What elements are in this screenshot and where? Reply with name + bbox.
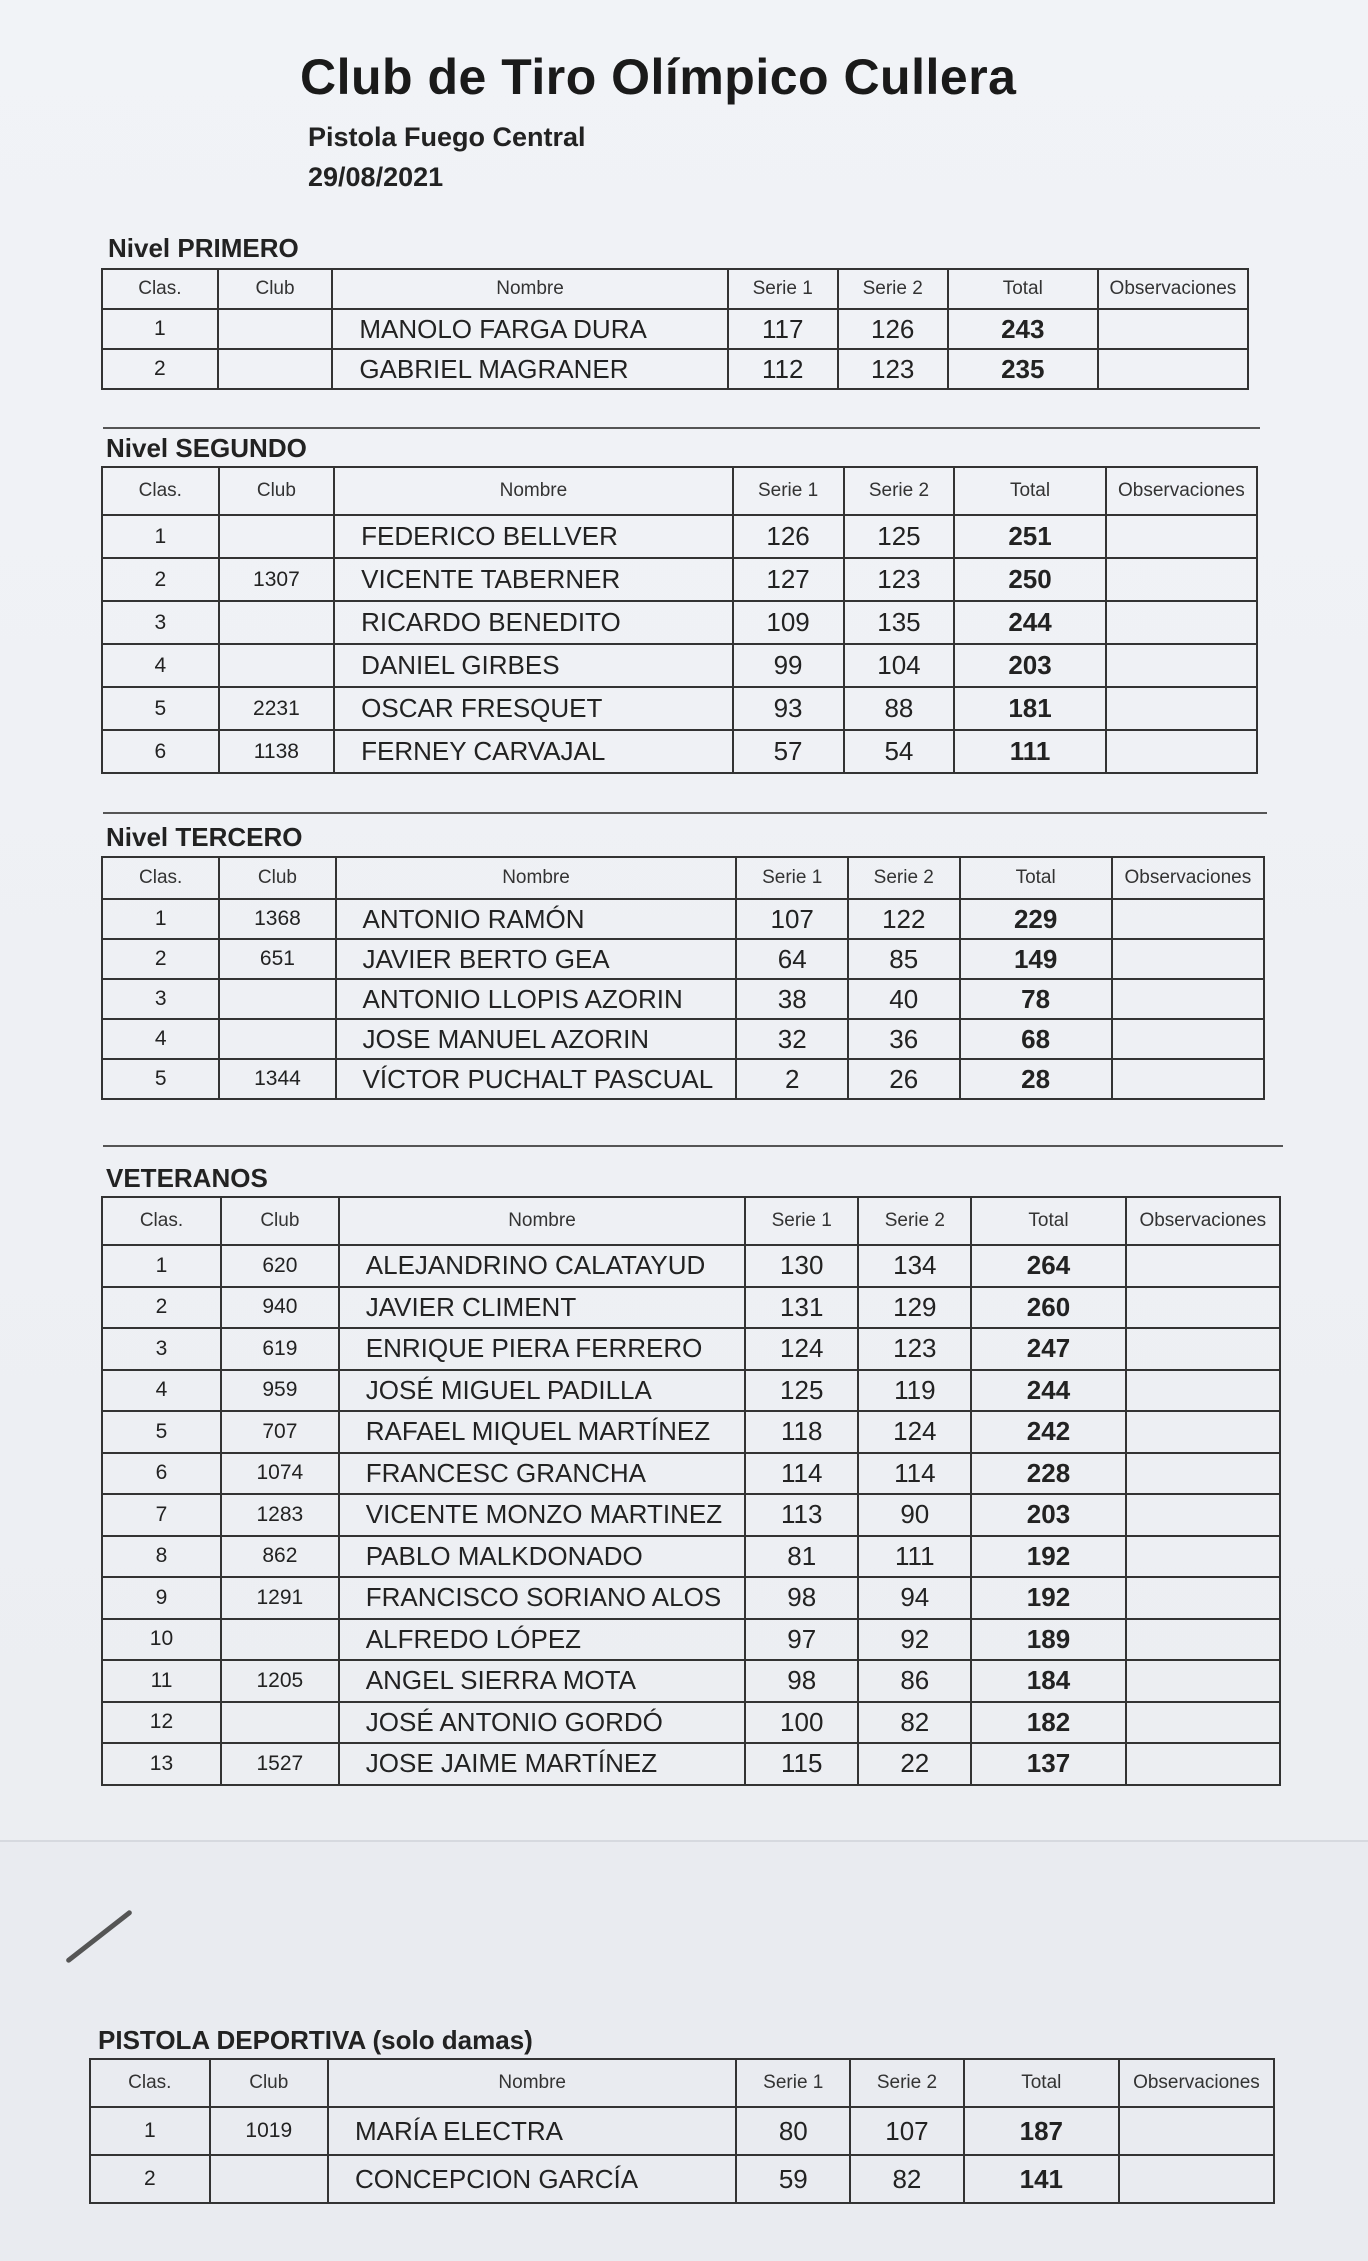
results-table bbox=[101, 268, 1249, 390]
col-total-cell: 242 bbox=[971, 1411, 1125, 1453]
col-serie2-header: Serie 2 bbox=[858, 1197, 971, 1245]
col-club-cell: 1307 bbox=[219, 558, 335, 601]
col-club-cell bbox=[219, 601, 335, 644]
col-serie2-cell: 40 bbox=[848, 979, 960, 1019]
col-nombre-cell: ANTONIO RAMÓN bbox=[336, 899, 737, 939]
col-club-cell: 619 bbox=[221, 1328, 339, 1370]
col-serie2-cell: 94 bbox=[858, 1577, 971, 1619]
table-row bbox=[102, 1370, 1280, 1412]
col-observaciones-cell bbox=[1126, 1328, 1280, 1370]
col-nombre-cell: JOSÉ ANTONIO GORDÓ bbox=[339, 1702, 745, 1744]
col-club-cell: 1527 bbox=[221, 1743, 339, 1785]
col-total-cell: 235 bbox=[948, 349, 1098, 389]
section-divider bbox=[103, 1145, 1283, 1147]
col-clas-header: Clas. bbox=[102, 269, 218, 309]
col-serie1-cell: 59 bbox=[736, 2155, 850, 2203]
col-nombre-cell: MARÍA ELECTRA bbox=[328, 2107, 736, 2155]
col-serie2-cell: 36 bbox=[848, 1019, 960, 1059]
col-serie2-cell: 54 bbox=[844, 730, 955, 773]
col-nombre-cell: ANGEL SIERRA MOTA bbox=[339, 1660, 745, 1702]
col-nombre-cell: ALFREDO LÓPEZ bbox=[339, 1619, 745, 1661]
col-observaciones-cell bbox=[1112, 1019, 1264, 1059]
col-club-cell bbox=[219, 1019, 335, 1059]
col-clas-cell: 2 bbox=[90, 2155, 210, 2203]
col-nombre-header: Nombre bbox=[336, 857, 737, 899]
col-total-cell: 244 bbox=[971, 1370, 1125, 1412]
col-total-cell: 28 bbox=[960, 1059, 1112, 1099]
col-observaciones-cell bbox=[1119, 2155, 1274, 2203]
col-nombre-cell: ALEJANDRINO CALATAYUD bbox=[339, 1245, 745, 1287]
col-club-cell: 959 bbox=[221, 1370, 339, 1412]
col-serie2-cell: 122 bbox=[848, 899, 960, 939]
col-observaciones-cell bbox=[1126, 1287, 1280, 1329]
results-table bbox=[101, 856, 1265, 1100]
col-clas-cell: 9 bbox=[102, 1577, 221, 1619]
col-club-cell: 1074 bbox=[221, 1453, 339, 1495]
col-nombre-cell: ANTONIO LLOPIS AZORIN bbox=[336, 979, 737, 1019]
col-club-cell: 1138 bbox=[219, 730, 335, 773]
col-nombre-cell: JOSÉ MIGUEL PADILLA bbox=[339, 1370, 745, 1412]
col-clas-cell: 6 bbox=[102, 1453, 221, 1495]
col-total-header: Total bbox=[954, 467, 1105, 515]
col-total-cell: 260 bbox=[971, 1287, 1125, 1329]
col-nombre-cell: JAVIER CLIMENT bbox=[339, 1287, 745, 1329]
col-serie1-cell: 64 bbox=[736, 939, 848, 979]
col-observaciones-cell bbox=[1106, 558, 1257, 601]
col-serie2-header: Serie 2 bbox=[848, 857, 960, 899]
table-row bbox=[102, 1577, 1280, 1619]
col-observaciones-cell bbox=[1126, 1411, 1280, 1453]
results-table bbox=[89, 2058, 1275, 2204]
table-row bbox=[102, 1494, 1280, 1536]
col-serie1-cell: 124 bbox=[745, 1328, 858, 1370]
col-total-cell: 181 bbox=[954, 687, 1105, 730]
col-serie1-cell: 107 bbox=[736, 899, 848, 939]
col-serie1-cell: 131 bbox=[745, 1287, 858, 1329]
col-serie1-header: Serie 1 bbox=[736, 857, 848, 899]
col-total-cell: 229 bbox=[960, 899, 1112, 939]
col-club-cell bbox=[219, 979, 335, 1019]
table-row bbox=[102, 979, 1264, 1019]
col-clas-cell: 12 bbox=[102, 1702, 221, 1744]
page-subtitle: Pistola Fuego Central bbox=[308, 122, 586, 152]
col-serie2-cell: 124 bbox=[858, 1411, 971, 1453]
col-observaciones-cell bbox=[1106, 601, 1257, 644]
col-club-cell bbox=[210, 2155, 328, 2203]
table-row bbox=[102, 1411, 1280, 1453]
col-serie2-cell: 90 bbox=[858, 1494, 971, 1536]
table-row bbox=[102, 601, 1257, 644]
col-observaciones-cell bbox=[1126, 1577, 1280, 1619]
col-club-cell bbox=[218, 309, 333, 349]
col-serie1-cell: 112 bbox=[728, 349, 838, 389]
col-total-cell: 203 bbox=[971, 1494, 1125, 1536]
col-club-header: Club bbox=[219, 857, 335, 899]
table-row bbox=[90, 2155, 1274, 2203]
col-serie1-header: Serie 1 bbox=[736, 2059, 850, 2107]
table-header-row bbox=[102, 1197, 1280, 1245]
col-nombre-cell: JOSE MANUEL AZORIN bbox=[336, 1019, 737, 1059]
col-total-header: Total bbox=[960, 857, 1112, 899]
col-club-cell: 862 bbox=[221, 1536, 339, 1578]
table-row bbox=[102, 558, 1257, 601]
col-club-cell: 940 bbox=[221, 1287, 339, 1329]
col-club-header: Club bbox=[218, 269, 333, 309]
col-clas-cell: 3 bbox=[102, 601, 219, 644]
col-serie2-cell: 123 bbox=[838, 349, 948, 389]
col-club-header: Club bbox=[210, 2059, 328, 2107]
col-observaciones-cell bbox=[1112, 979, 1264, 1019]
col-nombre-cell: VÍCTOR PUCHALT PASCUAL bbox=[336, 1059, 737, 1099]
col-total-cell: 187 bbox=[964, 2107, 1119, 2155]
table-row bbox=[102, 1702, 1280, 1744]
col-serie2-header: Serie 2 bbox=[850, 2059, 964, 2107]
col-serie1-header: Serie 1 bbox=[745, 1197, 858, 1245]
col-observaciones-header: Observaciones bbox=[1106, 467, 1257, 515]
col-clas-cell: 2 bbox=[102, 349, 218, 389]
col-observaciones-cell bbox=[1106, 730, 1257, 773]
col-serie1-cell: 97 bbox=[745, 1619, 858, 1661]
col-observaciones-cell bbox=[1112, 1059, 1264, 1099]
col-observaciones-header: Observaciones bbox=[1126, 1197, 1280, 1245]
col-nombre-cell: PABLO MALKDONADO bbox=[339, 1536, 745, 1578]
col-total-cell: 250 bbox=[954, 558, 1105, 601]
col-serie2-cell: 88 bbox=[844, 687, 955, 730]
col-serie1-cell: 93 bbox=[733, 687, 844, 730]
col-serie2-cell: 22 bbox=[858, 1743, 971, 1785]
col-clas-cell: 1 bbox=[102, 515, 219, 558]
col-observaciones-header: Observaciones bbox=[1098, 269, 1248, 309]
col-clas-cell: 11 bbox=[102, 1660, 221, 1702]
col-clas-cell: 2 bbox=[102, 558, 219, 601]
col-observaciones-cell bbox=[1126, 1743, 1280, 1785]
table-row bbox=[102, 515, 1257, 558]
col-nombre-cell: RAFAEL MIQUEL MARTÍNEZ bbox=[339, 1411, 745, 1453]
col-serie1-cell: 99 bbox=[733, 644, 844, 687]
col-clas-cell: 13 bbox=[102, 1743, 221, 1785]
col-club-cell: 1291 bbox=[221, 1577, 339, 1619]
col-total-cell: 189 bbox=[971, 1619, 1125, 1661]
col-serie2-cell: 82 bbox=[858, 1702, 971, 1744]
col-serie2-cell: 119 bbox=[858, 1370, 971, 1412]
col-clas-cell: 4 bbox=[102, 1019, 219, 1059]
col-nombre-cell: FERNEY CARVAJAL bbox=[334, 730, 732, 773]
col-observaciones-cell bbox=[1098, 309, 1248, 349]
results-table bbox=[101, 1196, 1281, 1786]
col-club-cell: 651 bbox=[219, 939, 335, 979]
col-nombre-cell: RICARDO BENEDITO bbox=[334, 601, 732, 644]
table-row bbox=[102, 939, 1264, 979]
col-serie2-header: Serie 2 bbox=[838, 269, 948, 309]
col-serie2-cell: 114 bbox=[858, 1453, 971, 1495]
col-nombre-header: Nombre bbox=[332, 269, 727, 309]
col-observaciones-header: Observaciones bbox=[1119, 2059, 1274, 2107]
col-nombre-cell: JOSE JAIME MARTÍNEZ bbox=[339, 1743, 745, 1785]
table-row bbox=[102, 644, 1257, 687]
col-total-header: Total bbox=[948, 269, 1098, 309]
col-serie1-cell: 113 bbox=[745, 1494, 858, 1536]
section-divider bbox=[103, 427, 1260, 429]
table-header-row bbox=[90, 2059, 1274, 2107]
col-observaciones-cell bbox=[1126, 1702, 1280, 1744]
col-total-cell: 192 bbox=[971, 1577, 1125, 1619]
section-title: VETERANOS bbox=[106, 1163, 268, 1193]
table-row bbox=[102, 687, 1257, 730]
col-clas-cell: 2 bbox=[102, 939, 219, 979]
col-total-cell: 228 bbox=[971, 1453, 1125, 1495]
col-serie1-cell: 126 bbox=[733, 515, 844, 558]
col-observaciones-cell bbox=[1126, 1619, 1280, 1661]
col-total-cell: 243 bbox=[948, 309, 1098, 349]
col-clas-cell: 7 bbox=[102, 1494, 221, 1536]
col-total-cell: 68 bbox=[960, 1019, 1112, 1059]
col-serie1-cell: 125 bbox=[745, 1370, 858, 1412]
col-clas-header: Clas. bbox=[102, 857, 219, 899]
col-clas-cell: 1 bbox=[90, 2107, 210, 2155]
table-row bbox=[102, 1536, 1280, 1578]
col-serie1-cell: 38 bbox=[736, 979, 848, 1019]
table-row bbox=[102, 1287, 1280, 1329]
col-observaciones-cell bbox=[1126, 1245, 1280, 1287]
col-serie1-cell: 100 bbox=[745, 1702, 858, 1744]
table-row bbox=[102, 1019, 1264, 1059]
col-serie1-cell: 114 bbox=[745, 1453, 858, 1495]
col-clas-cell: 5 bbox=[102, 1411, 221, 1453]
results-table bbox=[101, 466, 1258, 774]
col-serie2-cell: 134 bbox=[858, 1245, 971, 1287]
col-serie1-cell: 98 bbox=[745, 1660, 858, 1702]
col-club-cell: 1019 bbox=[210, 2107, 328, 2155]
col-nombre-cell: VICENTE MONZO MARTINEZ bbox=[339, 1494, 745, 1536]
col-clas-cell: 1 bbox=[102, 309, 218, 349]
col-serie2-cell: 82 bbox=[850, 2155, 964, 2203]
section-title: Nivel TERCERO bbox=[106, 822, 303, 852]
col-nombre-cell: FEDERICO BELLVER bbox=[334, 515, 732, 558]
col-serie2-cell: 123 bbox=[844, 558, 955, 601]
table-row bbox=[102, 1619, 1280, 1661]
col-serie1-cell: 57 bbox=[733, 730, 844, 773]
col-observaciones-cell bbox=[1126, 1494, 1280, 1536]
col-nombre-header: Nombre bbox=[334, 467, 732, 515]
col-serie1-cell: 130 bbox=[745, 1245, 858, 1287]
col-observaciones-cell bbox=[1126, 1370, 1280, 1412]
table-row bbox=[90, 2107, 1274, 2155]
section-title: Nivel PRIMERO bbox=[108, 233, 299, 263]
col-nombre-cell: GABRIEL MAGRANER bbox=[332, 349, 727, 389]
col-serie2-cell: 123 bbox=[858, 1328, 971, 1370]
col-serie1-cell: 98 bbox=[745, 1577, 858, 1619]
col-serie2-cell: 85 bbox=[848, 939, 960, 979]
table-row bbox=[102, 1245, 1280, 1287]
col-club-cell: 1344 bbox=[219, 1059, 335, 1099]
col-clas-cell: 3 bbox=[102, 979, 219, 1019]
section-title: PISTOLA DEPORTIVA (solo damas) bbox=[98, 2025, 533, 2055]
col-nombre-cell: JAVIER BERTO GEA bbox=[336, 939, 737, 979]
table-header-row bbox=[102, 857, 1264, 899]
col-serie1-cell: 118 bbox=[745, 1411, 858, 1453]
col-total-cell: 251 bbox=[954, 515, 1105, 558]
col-serie1-cell: 32 bbox=[736, 1019, 848, 1059]
col-serie1-cell: 109 bbox=[733, 601, 844, 644]
col-serie2-cell: 135 bbox=[844, 601, 955, 644]
col-serie1-cell: 81 bbox=[745, 1536, 858, 1578]
col-total-cell: 78 bbox=[960, 979, 1112, 1019]
col-clas-cell: 2 bbox=[102, 1287, 221, 1329]
col-serie2-cell: 129 bbox=[858, 1287, 971, 1329]
col-clas-cell: 3 bbox=[102, 1328, 221, 1370]
section-title: Nivel SEGUNDO bbox=[106, 433, 307, 463]
col-serie2-cell: 125 bbox=[844, 515, 955, 558]
col-total-cell: 149 bbox=[960, 939, 1112, 979]
table-row bbox=[102, 309, 1248, 349]
table-row bbox=[102, 1328, 1280, 1370]
col-club-cell bbox=[219, 644, 335, 687]
table-row bbox=[102, 1743, 1280, 1785]
col-clas-cell: 5 bbox=[102, 687, 219, 730]
col-observaciones-cell bbox=[1119, 2107, 1274, 2155]
col-clas-cell: 6 bbox=[102, 730, 219, 773]
col-clas-cell: 1 bbox=[102, 899, 219, 939]
col-serie2-cell: 104 bbox=[844, 644, 955, 687]
col-nombre-cell: FRANCESC GRANCHA bbox=[339, 1453, 745, 1495]
col-serie2-cell: 26 bbox=[848, 1059, 960, 1099]
col-serie1-cell: 117 bbox=[728, 309, 838, 349]
col-nombre-cell: CONCEPCION GARCÍA bbox=[328, 2155, 736, 2203]
col-serie2-header: Serie 2 bbox=[844, 467, 955, 515]
col-total-cell: 137 bbox=[971, 1743, 1125, 1785]
col-serie1-cell: 115 bbox=[745, 1743, 858, 1785]
col-club-cell bbox=[221, 1702, 339, 1744]
col-observaciones-cell bbox=[1106, 687, 1257, 730]
col-total-cell: 244 bbox=[954, 601, 1105, 644]
table-row bbox=[102, 1453, 1280, 1495]
table-header-row bbox=[102, 467, 1257, 515]
col-total-cell: 192 bbox=[971, 1536, 1125, 1578]
col-observaciones-header: Observaciones bbox=[1112, 857, 1264, 899]
col-serie1-header: Serie 1 bbox=[728, 269, 838, 309]
col-total-cell: 182 bbox=[971, 1702, 1125, 1744]
col-total-header: Total bbox=[971, 1197, 1125, 1245]
col-clas-header: Clas. bbox=[102, 467, 219, 515]
col-serie2-cell: 86 bbox=[858, 1660, 971, 1702]
col-total-cell: 203 bbox=[954, 644, 1105, 687]
col-observaciones-cell bbox=[1126, 1453, 1280, 1495]
col-club-header: Club bbox=[221, 1197, 339, 1245]
col-club-cell: 1368 bbox=[219, 899, 335, 939]
col-total-cell: 247 bbox=[971, 1328, 1125, 1370]
section-divider bbox=[103, 812, 1267, 814]
col-nombre-cell: ENRIQUE PIERA FERRERO bbox=[339, 1328, 745, 1370]
table-row bbox=[102, 349, 1248, 389]
table-row bbox=[102, 730, 1257, 773]
col-clas-cell: 1 bbox=[102, 1245, 221, 1287]
col-serie1-cell: 127 bbox=[733, 558, 844, 601]
col-observaciones-cell bbox=[1106, 644, 1257, 687]
table-row bbox=[102, 899, 1264, 939]
table-row bbox=[102, 1660, 1280, 1702]
col-serie2-cell: 107 bbox=[850, 2107, 964, 2155]
col-clas-header: Clas. bbox=[90, 2059, 210, 2107]
col-club-cell: 707 bbox=[221, 1411, 339, 1453]
col-total-cell: 184 bbox=[971, 1660, 1125, 1702]
col-club-header: Club bbox=[219, 467, 335, 515]
page-date: 29/08/2021 bbox=[308, 162, 444, 192]
col-observaciones-cell bbox=[1098, 349, 1248, 389]
col-nombre-cell: MANOLO FARGA DURA bbox=[332, 309, 727, 349]
col-club-cell bbox=[221, 1619, 339, 1661]
col-observaciones-cell bbox=[1112, 899, 1264, 939]
col-nombre-cell: OSCAR FRESQUET bbox=[334, 687, 732, 730]
col-club-cell: 1205 bbox=[221, 1660, 339, 1702]
table-row bbox=[102, 1059, 1264, 1099]
col-club-cell bbox=[218, 349, 333, 389]
col-club-cell: 2231 bbox=[219, 687, 335, 730]
col-clas-header: Clas. bbox=[102, 1197, 221, 1245]
col-nombre-cell: DANIEL GIRBES bbox=[334, 644, 732, 687]
col-observaciones-cell bbox=[1112, 939, 1264, 979]
col-clas-cell: 5 bbox=[102, 1059, 219, 1099]
col-observaciones-cell bbox=[1126, 1536, 1280, 1578]
col-clas-cell: 4 bbox=[102, 1370, 221, 1412]
col-observaciones-cell bbox=[1126, 1660, 1280, 1702]
col-serie1-cell: 2 bbox=[736, 1059, 848, 1099]
table-header-row bbox=[102, 269, 1248, 309]
col-serie1-cell: 80 bbox=[736, 2107, 850, 2155]
col-total-cell: 264 bbox=[971, 1245, 1125, 1287]
col-serie2-cell: 126 bbox=[838, 309, 948, 349]
col-nombre-header: Nombre bbox=[328, 2059, 736, 2107]
col-serie2-cell: 92 bbox=[858, 1619, 971, 1661]
col-serie1-header: Serie 1 bbox=[733, 467, 844, 515]
col-club-cell: 620 bbox=[221, 1245, 339, 1287]
col-total-cell: 111 bbox=[954, 730, 1105, 773]
col-nombre-cell: VICENTE TABERNER bbox=[334, 558, 732, 601]
col-observaciones-cell bbox=[1106, 515, 1257, 558]
col-nombre-header: Nombre bbox=[339, 1197, 745, 1245]
page-title: Club de Tiro Olímpico Cullera bbox=[300, 49, 1017, 105]
col-clas-cell: 4 bbox=[102, 644, 219, 687]
col-total-cell: 141 bbox=[964, 2155, 1119, 2203]
col-club-cell: 1283 bbox=[221, 1494, 339, 1536]
col-nombre-cell: FRANCISCO SORIANO ALOS bbox=[339, 1577, 745, 1619]
col-total-header: Total bbox=[964, 2059, 1119, 2107]
col-clas-cell: 10 bbox=[102, 1619, 221, 1661]
col-clas-cell: 8 bbox=[102, 1536, 221, 1578]
col-club-cell bbox=[219, 515, 335, 558]
col-serie2-cell: 111 bbox=[858, 1536, 971, 1578]
